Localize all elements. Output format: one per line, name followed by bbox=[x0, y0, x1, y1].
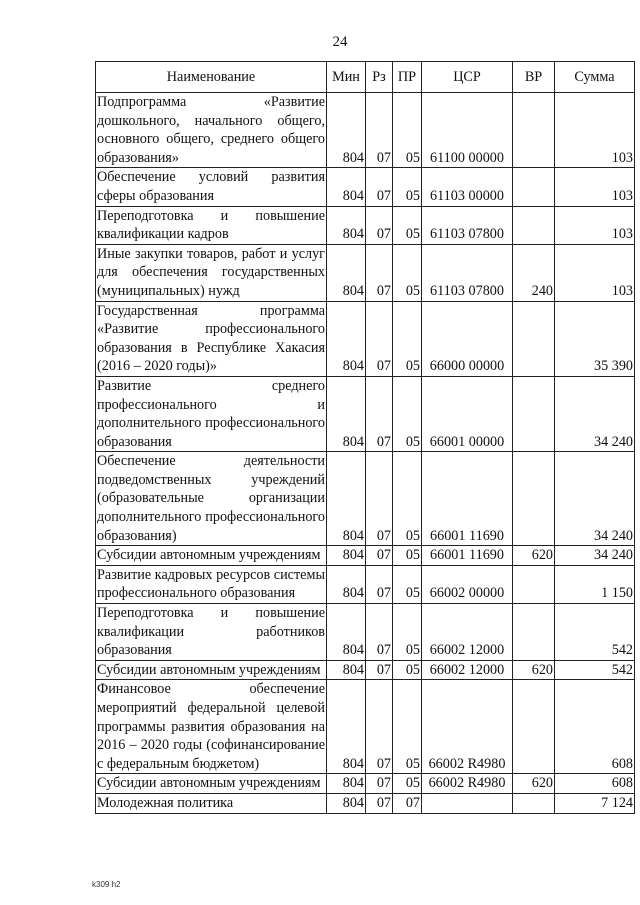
cell-vr: 620 bbox=[513, 660, 555, 680]
footer-code: k309 h2 bbox=[92, 880, 121, 889]
cell-sum: 103 bbox=[555, 93, 635, 168]
cell-min: 804 bbox=[327, 774, 366, 794]
cell-rz: 07 bbox=[366, 680, 393, 774]
cell-sum: 1 150 bbox=[555, 565, 635, 603]
cell-min: 804 bbox=[327, 660, 366, 680]
cell-pr: 05 bbox=[393, 604, 422, 661]
cell-min: 804 bbox=[327, 793, 366, 813]
header-pr: ПР bbox=[393, 62, 422, 93]
cell-sum: 34 240 bbox=[555, 452, 635, 546]
cell-name: Подпрограмма «Развитие дошкольного, начального общего, основного общего, среднего общего образования» bbox=[96, 93, 327, 168]
cell-rz: 07 bbox=[366, 793, 393, 813]
cell-vr bbox=[513, 93, 555, 168]
cell-csr: 66001 11690 bbox=[422, 546, 513, 566]
cell-csr: 66002 R4980 bbox=[422, 774, 513, 794]
cell-vr: 240 bbox=[513, 244, 555, 301]
cell-pr: 07 bbox=[393, 793, 422, 813]
cell-min: 804 bbox=[327, 206, 366, 244]
cell-sum: 103 bbox=[555, 168, 635, 206]
cell-min: 804 bbox=[327, 680, 366, 774]
cell-rz: 07 bbox=[366, 168, 393, 206]
cell-vr bbox=[513, 452, 555, 546]
budget-table bbox=[95, 61, 635, 814]
cell-name: Иные закупки товаров, работ и услуг для обеспечения государственных (муниципальных) нужд bbox=[96, 244, 327, 301]
table-row bbox=[96, 660, 635, 680]
cell-csr bbox=[422, 793, 513, 813]
cell-pr: 05 bbox=[393, 168, 422, 206]
cell-vr bbox=[513, 565, 555, 603]
table-row bbox=[96, 452, 635, 546]
cell-name: Обеспечение условий развития сферы образования bbox=[96, 168, 327, 206]
cell-csr: 61103 07800 bbox=[422, 244, 513, 301]
cell-pr: 05 bbox=[393, 660, 422, 680]
cell-vr bbox=[513, 793, 555, 813]
cell-pr: 05 bbox=[393, 774, 422, 794]
cell-min: 804 bbox=[327, 93, 366, 168]
cell-vr bbox=[513, 301, 555, 376]
header-sum: Сумма bbox=[555, 62, 635, 93]
cell-sum: 103 bbox=[555, 244, 635, 301]
cell-csr: 66002 R4980 bbox=[422, 680, 513, 774]
cell-sum: 34 240 bbox=[555, 376, 635, 451]
table-row bbox=[96, 774, 635, 794]
table-header-row bbox=[96, 62, 635, 93]
table-row bbox=[96, 301, 635, 376]
cell-pr: 05 bbox=[393, 206, 422, 244]
cell-min: 804 bbox=[327, 565, 366, 603]
cell-pr: 05 bbox=[393, 546, 422, 566]
header-rz: Рз bbox=[366, 62, 393, 93]
cell-pr: 05 bbox=[393, 93, 422, 168]
table-row bbox=[96, 546, 635, 566]
cell-name: Развитие кадровых ресурсов системы профессионального образования bbox=[96, 565, 327, 603]
cell-csr: 61103 07800 bbox=[422, 206, 513, 244]
cell-rz: 07 bbox=[366, 376, 393, 451]
cell-rz: 07 bbox=[366, 546, 393, 566]
cell-min: 804 bbox=[327, 452, 366, 546]
cell-min: 804 bbox=[327, 376, 366, 451]
cell-sum: 7 124 bbox=[555, 793, 635, 813]
cell-rz: 07 bbox=[366, 301, 393, 376]
cell-min: 804 bbox=[327, 546, 366, 566]
cell-name: Переподготовка и повышение квалификации работников образования bbox=[96, 604, 327, 661]
cell-rz: 07 bbox=[366, 774, 393, 794]
cell-min: 804 bbox=[327, 604, 366, 661]
cell-rz: 07 bbox=[366, 452, 393, 546]
cell-name: Субсидии автономным учреждениям bbox=[96, 546, 327, 566]
cell-rz: 07 bbox=[366, 565, 393, 603]
cell-sum: 542 bbox=[555, 660, 635, 680]
cell-vr bbox=[513, 604, 555, 661]
cell-name: Финансовое обеспечение мероприятий федеральной целевой программы развития образования на 2016 – 2020 годы (софинансирование с федеральным бюджетом) bbox=[96, 680, 327, 774]
table-row bbox=[96, 244, 635, 301]
header-name: Наименование bbox=[96, 62, 327, 93]
cell-csr: 66001 00000 bbox=[422, 376, 513, 451]
cell-pr: 05 bbox=[393, 244, 422, 301]
cell-vr bbox=[513, 680, 555, 774]
cell-name: Обеспечение деятельности подведомственных учреждений (образовательные организации дополнительного профессионального образования) bbox=[96, 452, 327, 546]
table-row bbox=[96, 565, 635, 603]
cell-sum: 542 bbox=[555, 604, 635, 661]
table-row bbox=[96, 93, 635, 168]
cell-csr: 66002 00000 bbox=[422, 565, 513, 603]
cell-vr: 620 bbox=[513, 546, 555, 566]
cell-min: 804 bbox=[327, 301, 366, 376]
cell-sum: 34 240 bbox=[555, 546, 635, 566]
table-row bbox=[96, 206, 635, 244]
cell-min: 804 bbox=[327, 244, 366, 301]
cell-vr bbox=[513, 168, 555, 206]
cell-csr: 61100 00000 bbox=[422, 93, 513, 168]
cell-name: Государственная программа «Развитие профессионального образования в Республике Хакасия (2016 – 2020 годы)» bbox=[96, 301, 327, 376]
cell-name: Субсидии автономным учреждениям bbox=[96, 660, 327, 680]
cell-pr: 05 bbox=[393, 565, 422, 603]
table-row bbox=[96, 604, 635, 661]
header-vr: ВР bbox=[513, 62, 555, 93]
cell-name: Переподготовка и повышение квалификации кадров bbox=[96, 206, 327, 244]
cell-rz: 07 bbox=[366, 660, 393, 680]
cell-name: Молодежная политика bbox=[96, 793, 327, 813]
cell-csr: 66002 12000 bbox=[422, 660, 513, 680]
cell-sum: 608 bbox=[555, 680, 635, 774]
cell-rz: 07 bbox=[366, 604, 393, 661]
cell-rz: 07 bbox=[366, 93, 393, 168]
cell-csr: 66002 12000 bbox=[422, 604, 513, 661]
cell-min: 804 bbox=[327, 168, 366, 206]
table-row bbox=[96, 680, 635, 774]
cell-sum: 608 bbox=[555, 774, 635, 794]
cell-csr: 61103 00000 bbox=[422, 168, 513, 206]
cell-pr: 05 bbox=[393, 376, 422, 451]
header-min: Мин bbox=[327, 62, 366, 93]
cell-sum: 103 bbox=[555, 206, 635, 244]
table-row bbox=[96, 168, 635, 206]
cell-pr: 05 bbox=[393, 680, 422, 774]
cell-rz: 07 bbox=[366, 244, 393, 301]
cell-pr: 05 bbox=[393, 452, 422, 546]
cell-rz: 07 bbox=[366, 206, 393, 244]
header-csr: ЦСР bbox=[422, 62, 513, 93]
cell-vr bbox=[513, 206, 555, 244]
cell-csr: 66001 11690 bbox=[422, 452, 513, 546]
page-number: 24 bbox=[332, 34, 348, 50]
cell-pr: 05 bbox=[393, 301, 422, 376]
table-row bbox=[96, 376, 635, 451]
cell-name: Субсидии автономным учреждениям bbox=[96, 774, 327, 794]
cell-csr: 66000 00000 bbox=[422, 301, 513, 376]
cell-name: Развитие среднего профессионального и дополнительного профессионального образования bbox=[96, 376, 327, 451]
cell-sum: 35 390 bbox=[555, 301, 635, 376]
cell-vr: 620 bbox=[513, 774, 555, 794]
cell-vr bbox=[513, 376, 555, 451]
table-row bbox=[96, 793, 635, 813]
